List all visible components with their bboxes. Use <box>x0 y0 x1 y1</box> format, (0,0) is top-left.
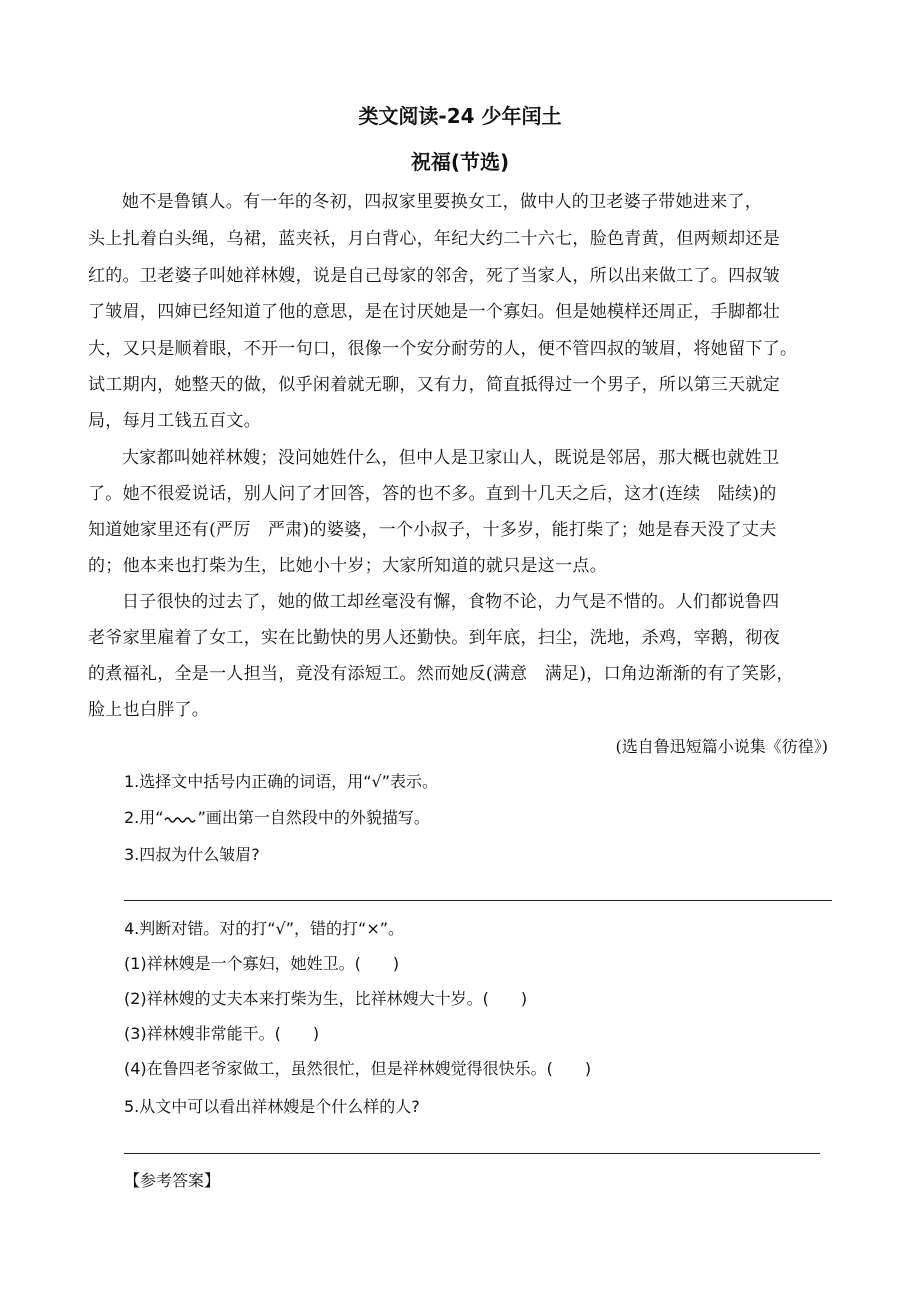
question-2-text-before: 2.用“ <box>124 808 164 827</box>
passage-line: 红的。卫老婆子叫她祥林嫂，说是自己母家的邻舍，死了当家人，所以出来做工了。四叔皱 <box>88 266 780 286</box>
question-4-item-3: (3)祥林嫂非常能干。( ) <box>124 1024 320 1043</box>
question-2-text-after: ”画出第一自然段中的外貌描写。 <box>197 808 430 827</box>
passage-line: 的；他本来也打柴为生，比她小十岁；大家所知道的就只是这一点。 <box>88 556 607 576</box>
question-4: 4.判断对错。对的打“√”，错的打“×”。 <box>124 919 405 938</box>
passage-line: 头上扎着白头绳，乌裙，蓝夹袄，月白背心，年纪大约二十六七，脸色青黄，但两颊却还是 <box>88 229 780 249</box>
passage-source: (选自鲁迅短篇小说集《彷徨》) <box>615 737 828 756</box>
passage-line: 局，每月工钱五百文。 <box>88 411 261 431</box>
answer-line-5[interactable] <box>124 1153 820 1154</box>
question-4-item-2: (2)祥林嫂的丈夫本来打柴为生，比祥林嫂大十岁。( ) <box>124 989 528 1008</box>
passage-line: 她不是鲁镇人。有一年的冬初，四叔家里要换女工，做中人的卫老婆子带她进来了， <box>122 192 763 212</box>
passage-line: 老爷家里雇着了女工，实在比勤快的男人还勤快。到年底，扫尘，洗地，杀鸡，宰鹅，彻夜 <box>88 628 780 648</box>
passage-line: 试工期内，她整天的做，似乎闲着就无聊，又有力，简直抵得过一个男子，所以第三天就定 <box>88 375 780 395</box>
question-5: 5.从文中可以看出祥林嫂是个什么样的人? <box>124 1097 420 1116</box>
answer-line-3[interactable] <box>124 900 832 901</box>
passage-line: 大家都叫她祥林嫂；没问她姓什么，但中人是卫家山人，既说是邻居，那大概也就姓卫 <box>122 448 780 468</box>
page-title: 类文阅读-24 少年闰土 <box>358 104 562 128</box>
question-3: 3.四叔为什么皱眉? <box>124 845 260 864</box>
passage-line: 脸上也白胖了。 <box>88 700 210 720</box>
passage-title: 祝福(节选) <box>410 150 510 174</box>
wavy-underline-icon <box>164 814 198 824</box>
question-2 <box>124 806 430 830</box>
question-4-item-1: (1)祥林嫂是一个寡妇，她姓卫。( ) <box>124 954 400 973</box>
question-4-item-4: (4)在鲁四老爷家做工，虽然很忙，但是祥林嫂觉得很快乐。( ) <box>124 1059 592 1078</box>
question-1: 1.选择文中括号内正确的词语，用“√”表示。 <box>124 772 439 791</box>
passage-line: 了。她不很爱说话，别人问了才回答，答的也不多。直到十几天之后，这才(连续 陆续)的 <box>88 484 777 504</box>
answer-heading: 【参考答案】 <box>124 1171 221 1190</box>
passage-line: 的煮福礼，全是一人担当，竟没有添短工。然而她反(满意 满足)，口角边渐渐的有了笑影， <box>88 664 794 684</box>
passage-line: 日子很快的过去了，她的做工却丝毫没有懈，食物不论，力气是不惜的。人们都说鲁四 <box>122 592 780 612</box>
passage-line: 了皱眉，四婶已经知道了他的意思，是在讨厌她是一个寡妇。但是她模样还周正，手脚都壮 <box>88 302 780 322</box>
passage-line: 大，又只是顺着眼，不开一句口，很像一个安分耐劳的人，便不管四叔的皱眉，将她留下了。 <box>88 339 798 359</box>
passage-line: 知道她家里还有(严厉 严肃)的婆婆，一个小叔子，十多岁，能打柴了；她是春天没了丈夫 <box>88 520 777 540</box>
